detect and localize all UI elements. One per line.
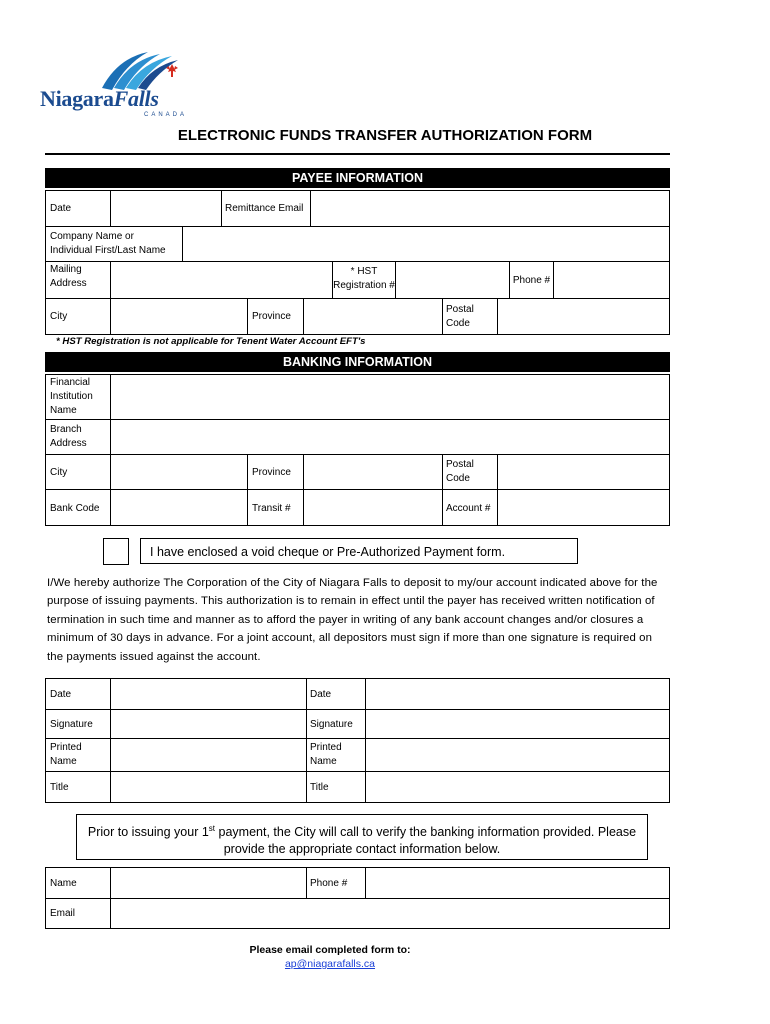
company-name-label: Company Name or Individual First/Last Name	[50, 231, 166, 256]
authorization-text: I/We hereby authorize The Corporation of the City of Niagara Falls to deposit to my/our account indicated above for the purpose of issuing payments. This authorization is to remain in effect until the payer has received written notification of termination in such time and manner as to afford the payer in writing of any bank account changes and/or closures a minimum of 30 days in advance. For a joint account, all depositors must sign if more than one signature is required on the payments issued against the account.	[47, 577, 658, 663]
bank-postal-code-field[interactable]	[497, 454, 670, 490]
remittance-email-label: Remittance Email	[225, 203, 304, 214]
payee-date-field[interactable]	[110, 190, 222, 227]
date-label-cell-1	[45, 678, 111, 710]
hst-registration-label: * HST Registration #	[333, 266, 395, 291]
payee-postal-code-field[interactable]	[497, 298, 670, 335]
signature-field-1[interactable]	[110, 709, 307, 739]
payee-postal-code-label-cell	[442, 298, 498, 335]
contact-name-field[interactable]	[110, 867, 307, 899]
payee-section-header: PAYEE INFORMATION	[45, 168, 670, 188]
contact-email-field[interactable]	[110, 898, 670, 929]
submission-instruction: Please email completed form to:	[249, 944, 411, 956]
signature-label-2: Signature	[310, 719, 353, 730]
company-name-label-cell	[45, 226, 183, 262]
title-label-1: Title	[50, 782, 69, 793]
banking-grid	[45, 374, 670, 526]
void-cheque-statement: I have enclosed a void cheque or Pre-Authorized Payment form.	[140, 538, 578, 564]
logo-wordmark: NiagaraFalls	[40, 86, 159, 111]
hst-registration-field[interactable]	[395, 261, 510, 299]
phone-field[interactable]	[553, 261, 670, 299]
payee-city-label-cell	[45, 298, 111, 335]
payee-date-label: Date	[50, 203, 72, 214]
contact-email-label-cell	[45, 898, 111, 929]
bank-code-field[interactable]	[110, 489, 248, 526]
form-title: ELECTRONIC FUNDS TRANSFER AUTHORIZATION FORM	[177, 127, 593, 144]
bank-province-label-cell	[247, 454, 304, 490]
contact-email-label: Email	[50, 908, 76, 919]
remittance-email-field[interactable]	[310, 190, 670, 227]
date-label-cell-2	[306, 678, 366, 710]
remittance-email-label-cell	[221, 190, 311, 227]
transit-label-cell	[247, 489, 304, 526]
account-label-cell	[442, 489, 498, 526]
contact-phone-label: Phone #	[310, 878, 348, 889]
banking-section-header: BANKING INFORMATION	[45, 352, 670, 372]
bank-city-label-cell	[45, 454, 111, 490]
submission-email-link[interactable]: ap@niagarafalls.ca	[284, 958, 376, 970]
payee-province-label-cell	[247, 298, 304, 335]
phone-label: Phone #	[512, 275, 551, 286]
contact-grid	[45, 867, 670, 929]
void-cheque-checkbox[interactable]	[103, 538, 129, 565]
account-field[interactable]	[497, 489, 670, 526]
payee-province-field[interactable]	[303, 298, 443, 335]
verification-ordinal-suffix: st	[208, 824, 216, 833]
printed-name-field-2[interactable]	[365, 738, 670, 772]
signature-field-2[interactable]	[365, 709, 670, 739]
phone-label-cell	[509, 261, 554, 299]
date-label-2: Date	[310, 689, 332, 700]
logo-country: CANADA	[144, 112, 188, 118]
printed-name-field-1[interactable]	[110, 738, 307, 772]
payee-province-label: Province	[252, 311, 291, 322]
title-label-cell-1	[45, 771, 111, 803]
mailing-address-label: Mailing Address	[50, 264, 87, 289]
bank-code-label: Bank Code	[50, 503, 100, 514]
contact-name-label-cell	[45, 867, 111, 899]
bank-province-label: Province	[252, 467, 291, 478]
bank-province-field[interactable]	[303, 454, 443, 490]
contact-phone-field[interactable]	[365, 867, 670, 899]
payee-city-label: City	[50, 311, 68, 322]
branch-address-field[interactable]	[110, 419, 670, 455]
transit-field[interactable]	[303, 489, 443, 526]
financial-institution-label-cell	[45, 374, 111, 420]
company-name-field[interactable]	[182, 226, 670, 262]
printed-name-label-cell-1	[45, 738, 111, 772]
payee-date-label-cell	[45, 190, 111, 227]
hst-note: * HST Registration is not applicable for Tenent Water Account EFT's	[56, 336, 366, 347]
verification-text-start: Prior to issuing your 1	[87, 825, 209, 840]
title-field-1[interactable]	[110, 771, 307, 803]
printed-name-label-1: Printed Name	[50, 742, 82, 767]
date-field-2[interactable]	[365, 678, 670, 710]
title-label-cell-2	[306, 771, 366, 803]
bank-code-label-cell	[45, 489, 111, 526]
financial-institution-label: Financial Institution Name	[50, 377, 93, 416]
bank-city-label: City	[50, 467, 68, 478]
signature-label-cell-2	[306, 709, 366, 739]
payee-grid	[45, 190, 670, 336]
title-divider	[45, 153, 670, 155]
mailing-address-label-cell	[45, 261, 111, 299]
printed-name-label-cell-2	[306, 738, 366, 772]
title-label-2: Title	[310, 782, 329, 793]
branch-address-label: Branch Address	[50, 424, 87, 449]
signature-label-1: Signature	[50, 719, 93, 730]
branch-address-label-cell	[45, 419, 111, 455]
verification-notice	[76, 814, 648, 860]
signature-grid	[45, 678, 670, 803]
bank-city-field[interactable]	[110, 454, 248, 490]
account-label: Account #	[446, 503, 491, 514]
contact-phone-label-cell	[306, 867, 366, 899]
contact-name-label: Name	[50, 878, 77, 889]
transit-label: Transit #	[252, 503, 291, 514]
date-label-1: Date	[50, 689, 72, 700]
signature-label-cell-1	[45, 709, 111, 739]
hst-registration-label-cell	[332, 261, 396, 299]
payee-postal-code-label: Postal Code	[446, 304, 474, 329]
verification-text-end: payment, the City will call to verify the banking information provided. Please provide the appropriate contact information below.	[215, 825, 637, 857]
printed-name-label-2: Printed Name	[310, 742, 342, 767]
bank-postal-code-label-cell	[442, 454, 498, 490]
date-field-1[interactable]	[110, 678, 307, 710]
financial-institution-field[interactable]	[110, 374, 670, 420]
title-field-2[interactable]	[365, 771, 670, 803]
bank-postal-code-label: Postal Code	[446, 459, 474, 484]
payee-city-field[interactable]	[110, 298, 248, 335]
niagara-falls-logo	[40, 50, 190, 122]
